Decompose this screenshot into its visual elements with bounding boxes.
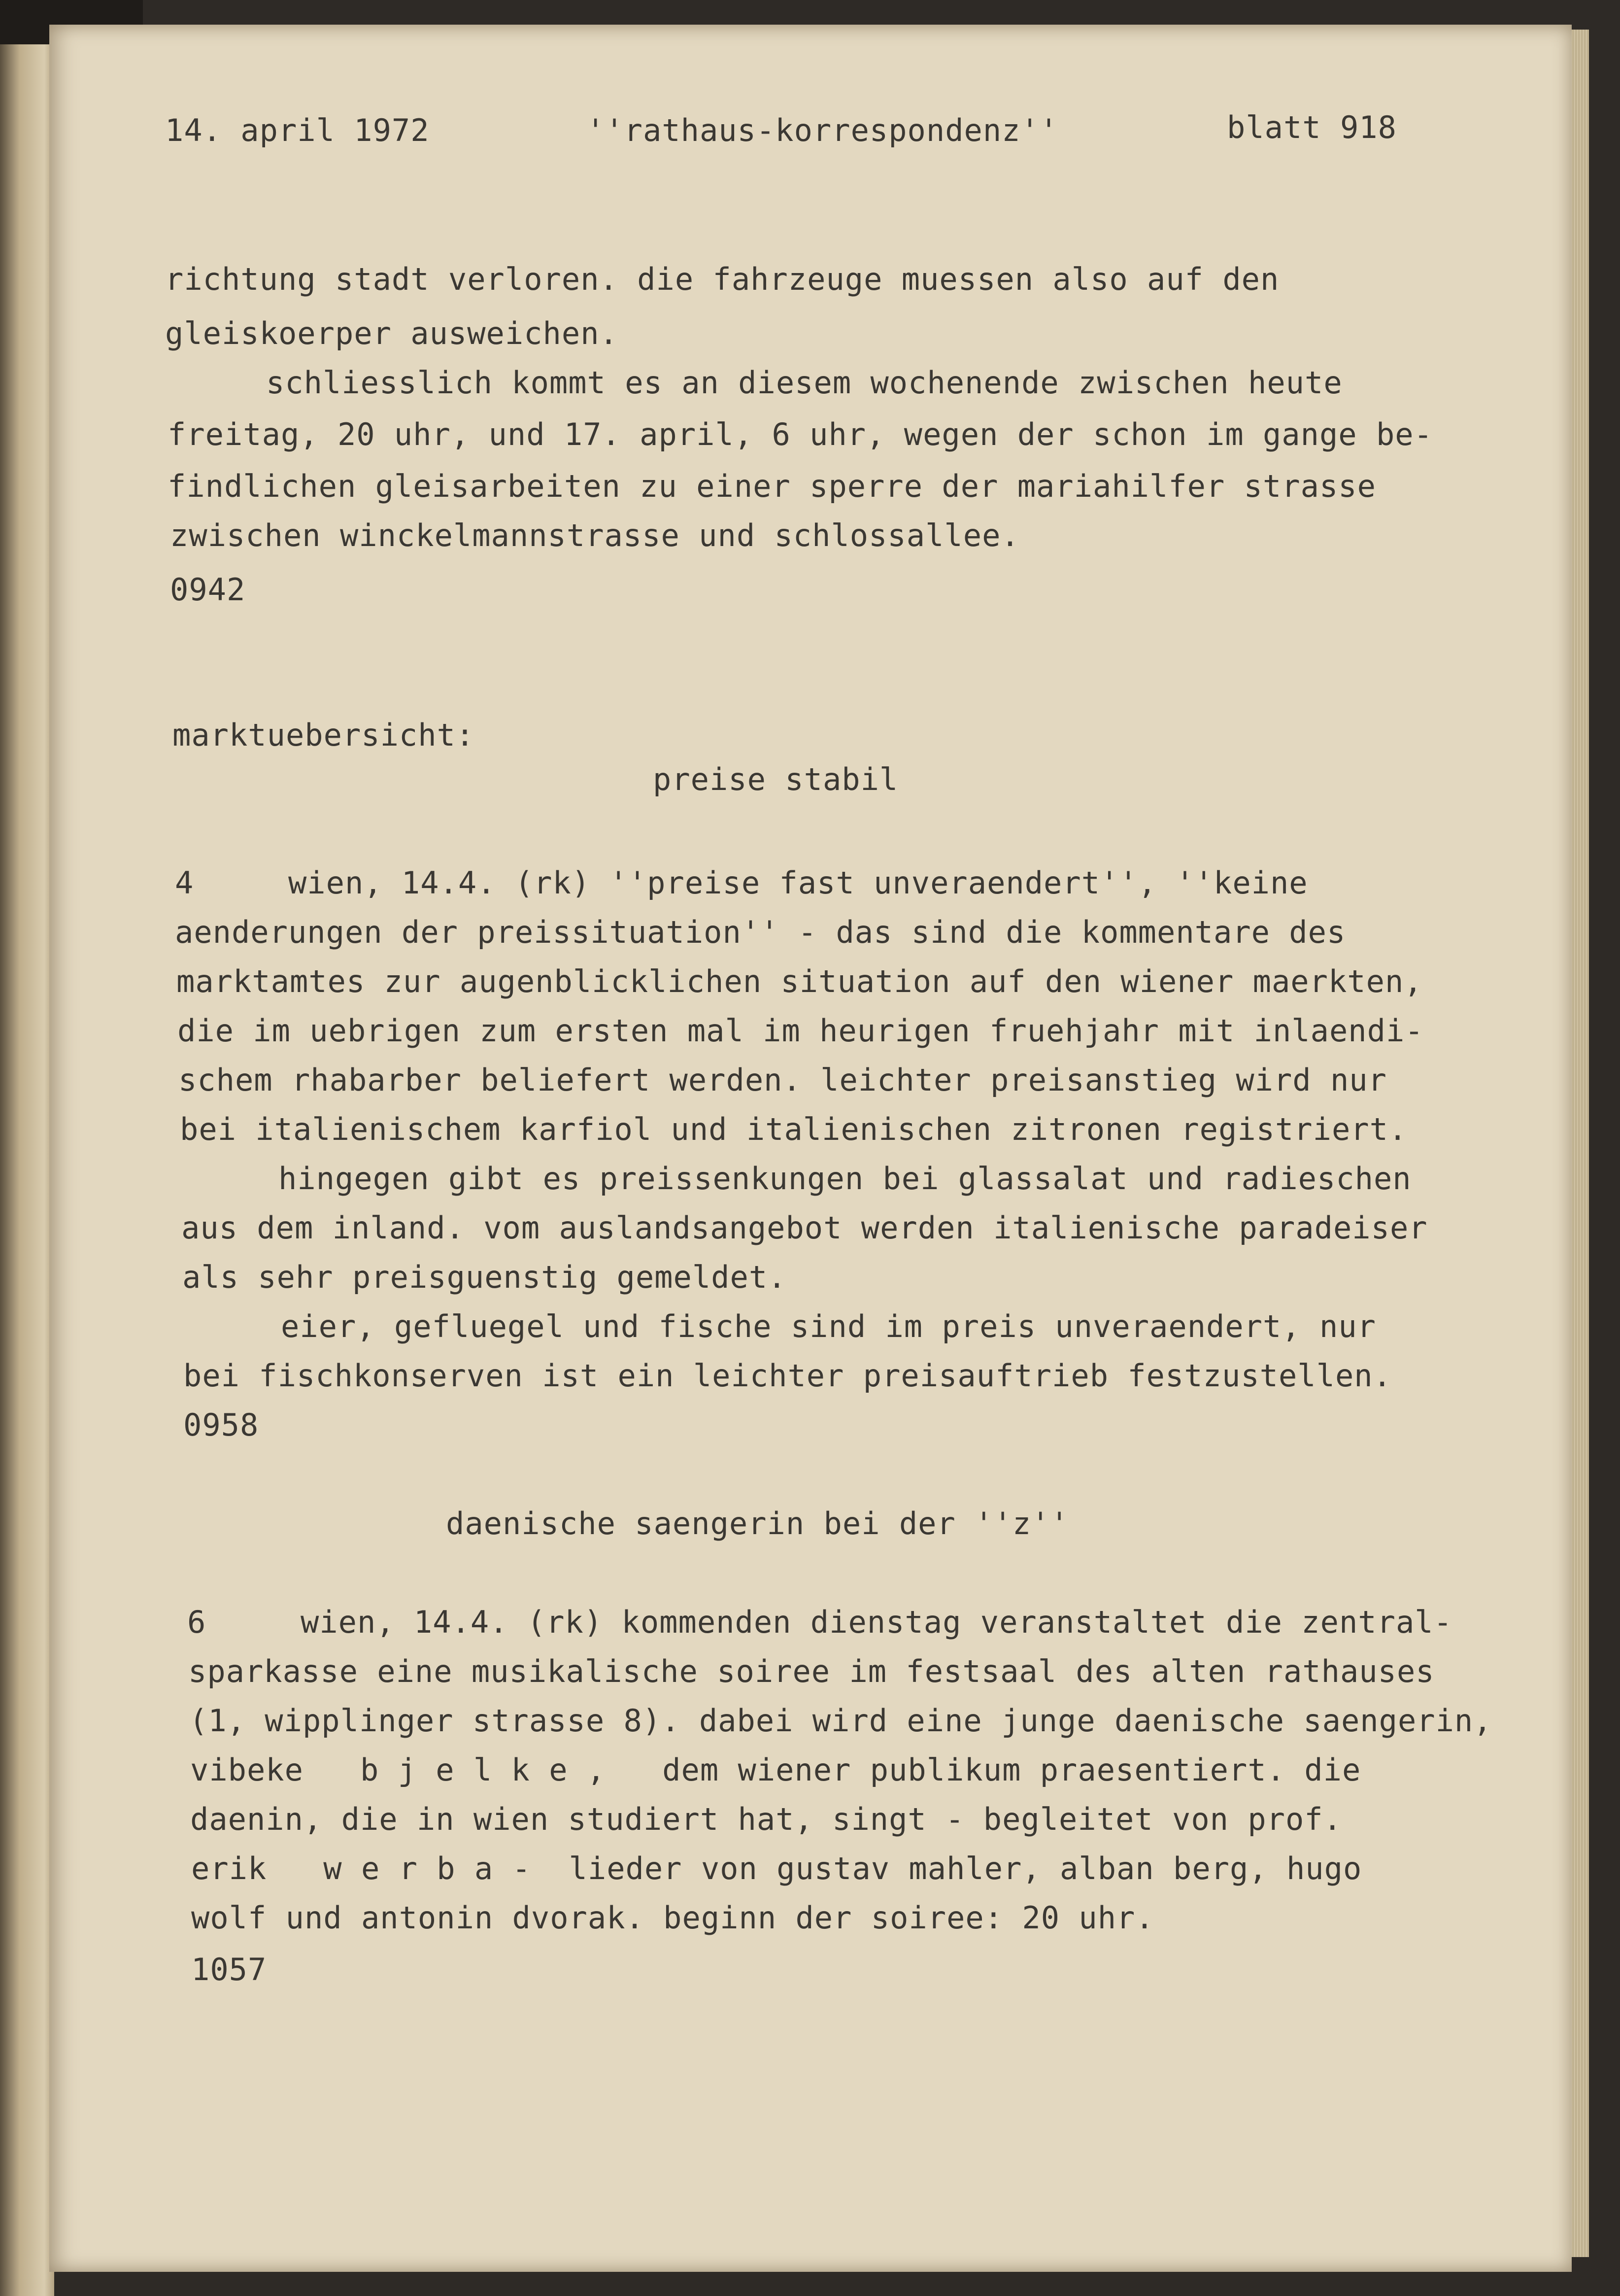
text-line: marktamtes zur augenblicklichen situation auf den wiener maerkten,	[176, 963, 1423, 999]
header-sheet: blatt 918	[1227, 109, 1397, 145]
item-number: 1057	[191, 1952, 267, 1988]
header-date: 14. april 1972	[165, 112, 430, 148]
section-label: marktuebersicht:	[172, 717, 475, 753]
text-line: freitag, 20 uhr, und 17. april, 6 uhr, wegen der schon im gange be-	[168, 416, 1433, 452]
text-line: daenin, die in wien studiert hat, singt - begleitet von prof.	[190, 1801, 1342, 1837]
text-line: eier, gefluegel und fische sind im preis unveraendert, nur	[281, 1308, 1376, 1344]
headline: daenische saengerin bei der ''z''	[446, 1506, 1069, 1542]
text-line: findlichen gleisarbeiten zu einer sperre der mariahilfer strasse	[168, 468, 1376, 504]
item-number: 0942	[170, 572, 246, 608]
text-line: aenderungen der preissituation'' - das sind die kommentare des	[175, 914, 1346, 950]
text-line: die im uebrigen zum ersten mal im heurigen fruehjahr mit inlaendi-	[177, 1013, 1424, 1049]
text-line: aus dem inland. vom auslandsangebot werden italienische paradeiser	[181, 1210, 1428, 1246]
text-line: als sehr preisguenstig gemeldet.	[182, 1259, 787, 1295]
text-line: richtung stadt verloren. die fahrzeuge muessen also auf den	[165, 261, 1280, 297]
text-line: sparkasse eine musikalische soiree im festsaal des alten rathauses	[188, 1653, 1435, 1689]
text-line: zwischen winckelmannstrasse und schlossallee.	[170, 517, 1020, 553]
facing-page-edge	[0, 0, 54, 2296]
text-line: erik w e r b a - lieder von gustav mahler, alban berg, hugo	[191, 1851, 1362, 1886]
text-line: schem rhabarber beliefert werden. leichter preisanstieg wird nur	[178, 1062, 1387, 1098]
header-publication: ''rathaus-korrespondenz''	[586, 112, 1059, 148]
text-line: schliesslich kommt es an diesem wochenende zwischen heute	[266, 365, 1343, 401]
text-line: 4 wien, 14.4. (rk) ''preise fast unveraendert'', ''keine	[175, 865, 1308, 901]
text-line: bei italienischem karfiol und italienischen zitronen registriert.	[180, 1111, 1408, 1147]
headline: preise stabil	[653, 761, 899, 797]
text-line: bei fischkonserven ist ein leichter preisauftrieb festzustellen.	[183, 1358, 1392, 1394]
text-line: 6 wien, 14.4. (rk) kommenden dienstag veranstaltet die zentral-	[187, 1604, 1452, 1640]
text-line: wolf und antonin dvorak. beginn der soiree: 20 uhr.	[191, 1900, 1154, 1936]
page-stack-edge	[1572, 30, 1589, 2257]
text-line: hingegen gibt es preissenkungen bei glassalat und radieschen	[278, 1161, 1412, 1197]
item-number: 0958	[183, 1407, 259, 1443]
text-line: vibeke b j e l k e , dem wiener publikum praesentiert. die	[190, 1752, 1361, 1788]
text-line: (1, wipplinger strasse 8). dabei wird eine junge daenische saengerin,	[189, 1703, 1492, 1739]
text-line: gleiskoerper ausweichen.	[165, 315, 618, 351]
